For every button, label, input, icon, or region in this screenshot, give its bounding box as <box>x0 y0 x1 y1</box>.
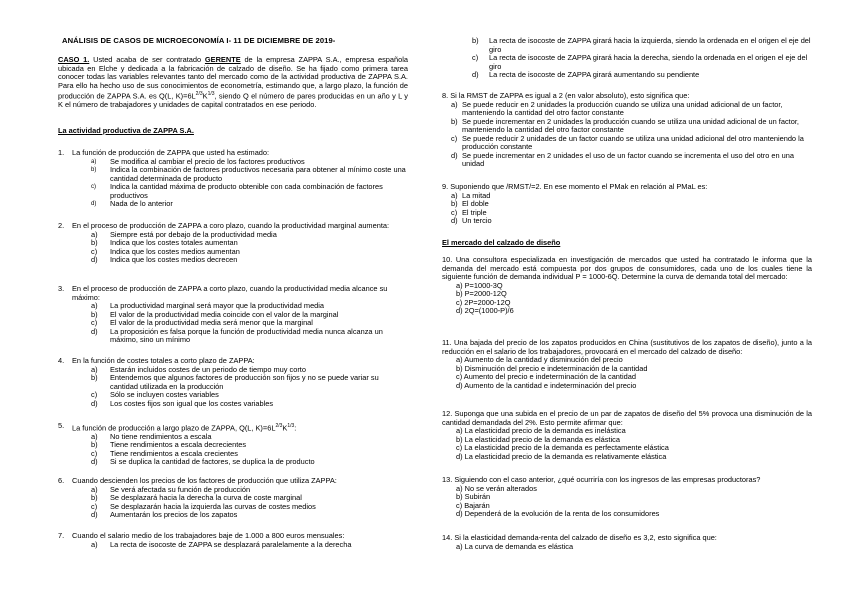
option[interactable]: d) Aumentarán los precios de los zapatos <box>91 510 238 519</box>
option[interactable]: a) La mitad <box>451 190 491 200</box>
section-heading-production: La actividad productiva de ZAPPA S.A. <box>58 126 194 135</box>
option[interactable]: d) Aumento de la cantidad e indeterminación del precio <box>456 380 637 390</box>
question-7-continued <box>442 37 812 80</box>
option[interactable]: a) Siempre está por debajo de la productividad media <box>91 229 277 239</box>
option[interactable]: b) P=2000-12Q <box>456 289 507 298</box>
question-stem: 9. Suponiendo que /RMST/=2. En ese momento el PMak en relación al PMaL es: <box>442 182 708 191</box>
intro-text-b: de la empresa ZAPPA S.A., empresa española ubicada en Elche y dedicada a la fabricación de calzado de diseño. Se ha fijado como primera tarea conocer todas las variables relevantes tanto del mercado como de la actividad productiva de ZAPPA S.A. Para ello ha hecho uso de sus conocimientos de econometría, estimando que, a largo plazo, la función de producción de ZAPPA S.A. es Q(L, K)=6L <box>58 55 408 101</box>
question-12 <box>442 410 812 461</box>
option[interactable]: a) No tiene rendimientos a escala <box>91 431 212 441</box>
option[interactable]: d) Un tercio <box>451 216 492 225</box>
option[interactable]: a) La elasticidad precio de la demanda es inelástica <box>456 426 626 435</box>
option[interactable]: c) El valor de la productividad media será menor que la marginal <box>91 318 313 327</box>
case-intro <box>58 56 408 109</box>
question-11 <box>442 339 812 390</box>
option[interactable]: d) 2Q=(1000-P)/6 <box>456 306 514 315</box>
option[interactable]: a) La productividad marginal será mayor que la productividad media <box>91 301 325 310</box>
question-10 <box>442 256 812 316</box>
intro-exp-a: 2/3 <box>195 91 203 97</box>
option[interactable]: c) Se desplazarán hacia la izquierda las curvas de costes medios <box>91 501 316 511</box>
option[interactable]: b) Disminución del precio e indeterminación de la cantidad <box>456 363 648 373</box>
option[interactable]: c) Aumento del precio e indeterminación de la cantidad <box>456 372 636 381</box>
option[interactable]: c) La elasticidad precio de la demanda es perfectamente elástica <box>456 443 669 452</box>
option[interactable]: c) Se puede reducir 2 unidades de un factor cuando se utiliza una unidad adicional del otro manteniendo la producción constante <box>451 133 804 151</box>
question-1 <box>58 149 408 209</box>
option[interactable]: a) Se modifica al cambiar el precio de los factores productivos <box>91 156 305 166</box>
option[interactable]: b) Se puede incrementar en 2 unidades la producción cuando se utiliza una unidad adicional de un factor, manteniendo la cantidad del otro factor constante <box>451 116 799 134</box>
question-stem: 8. Si la RMST de ZAPPA es igual a 2 (en valor absoluto), esto significa que: <box>442 91 690 100</box>
option[interactable]: a) La curva de demanda es elástica <box>456 541 574 551</box>
option[interactable]: d) Dependerá de la evolución de la renta de los consumidores <box>456 509 660 518</box>
intro-text-a: Usted acaba de ser contratado <box>89 55 205 64</box>
option[interactable]: b) Subirán <box>456 492 491 501</box>
option[interactable]: a) No se verán alterados <box>456 483 537 493</box>
question-stem: 12. Suponga que una subida en el precio de un par de zapatos de diseño del 5% provoca una disminución de la cantidad demandada del 2%. Esto permite afirmar que: <box>442 409 812 427</box>
question-6: 6. Cuando descienden los precios de los factores de producción que utiliza ZAPPA: a) Se verá afectada su función de producción b) Se desplazará hacia la derecha la curva de coste marginal c) Se desplazarán hacia la izquierda las curvas de costes medios d) Aumentarán los precios de los zapatos <box>58 477 408 520</box>
option[interactable]: b) El doble <box>451 199 489 208</box>
option[interactable]: d) Nada de lo anterior <box>91 199 173 208</box>
question-stem: 13. Siguiendo con el caso anterior, ¿qué ocurriría con los ingresos de las empresas productoras? <box>442 475 761 484</box>
case-label: CASO 1. <box>58 55 90 64</box>
option[interactable]: a) P=1000-3Q <box>456 280 503 290</box>
role-label: GERENTE <box>204 55 241 64</box>
option[interactable]: b) Entendemos que algunos factores de producción son fijos y no se puede variar su cantidad utilizada en la producción <box>91 373 379 391</box>
option[interactable]: d) Indica que los costes medios decrecen <box>91 255 238 264</box>
question-5: 5. La función de producción a largo plazo de ZAPPA, Q(L, $K)=6L^{2/3}K^{1/3}$: a) No tiene rendimientos a escala b) Tiene rendimientos a escala decrecientes c) Tiene rendimientos a escala crecientes d) Si se duplica la cantidad de factores, se duplica la de producto <box>58 422 408 467</box>
option[interactable]: d) La elasticidad precio de la demanda es relativamente elástica <box>456 451 667 461</box>
question-4: 4. En la función de costes totales a corto plazo de ZAPPA: a) Estarán incluidos costes de un periodo de tiempo muy corto b) Entendemos que algunos factores de producción son fijos y no se puede variar su cantidad utilizada en la producción c) Sólo se incluyen costes variables d) Los costes fijos son igual que los costes variables <box>58 357 408 408</box>
question-9 <box>442 183 812 226</box>
option[interactable]: a) Aumento de la cantidad y disminución del precio <box>456 355 623 364</box>
option[interactable]: c) Sólo se incluyen costes variables <box>91 390 219 399</box>
option[interactable]: c) Indica que los costes medios aumentan <box>91 246 240 256</box>
option[interactable]: d) La proposición es falsa porque la función de productividad media nunca alcanza un máximo, sino un mínimo <box>91 326 383 344</box>
option[interactable]: c) 2P=2000-12Q <box>456 297 511 307</box>
question-number: 1. <box>58 148 65 157</box>
option[interactable]: a) Se verá afectada su función de producción <box>91 484 251 494</box>
option[interactable]: b) La recta de isocoste de ZAPPA girará hacia la izquierda, siendo la ordenada en el origen el eje del giro <box>472 36 811 54</box>
option[interactable]: b) Tiene rendimientos a escala decrecientes <box>91 440 247 450</box>
option[interactable]: b) Indica que los costes totales aumentan <box>91 238 238 247</box>
question-3: 3. En el proceso de producción de ZAPPA a corto plazo, cuando la productividad media alcance su máximo: a) La productividad marginal será mayor que la productividad media b) El valor de la productividad media coincide con el valor de la marginal c) El valor de la productividad media será menor que la marginal d) La proposición es falsa porque la función de productividad media nunca alcanza un máximo, sino un mínimo <box>58 285 408 345</box>
question-stem: 11. Una bajada del precio de los zapatos producidos en China (sustitutivos de los zapatos de diseño), junto a la reducción en el salario de los trabajadores, provocará en el mercado del calzado de diseño: <box>442 338 812 356</box>
option[interactable]: c) El triple <box>451 207 487 217</box>
question-7: 7. Cuando el salario medio de los trabajadores baje de 1.000 a 800 euros mensuales: a) La recta de isocoste de ZAPPA se desplazará paralelamente a la derecha <box>58 532 408 549</box>
intro-text-d: , siendo Q el número de pares producidas en un año y L y K el número de trabajadores y unidades de capital contratados en ese periodo. <box>58 91 408 109</box>
document-title: ANÁLISIS DE CASOS DE MICROECONOMÍA I- 11 DE DICIEMBRE DE 2019- <box>62 36 336 45</box>
option[interactable]: a) Se puede reducir en 2 unidades la producción cuando se utiliza una unidad adicional de un factor, manteniendo la cantidad del otro factor constante <box>451 99 783 117</box>
option[interactable]: a) Estarán incluidos costes de un periodo de tiempo muy corto <box>91 364 306 374</box>
question-2: 2. En el proceso de producción de ZAPPA a coro plazo, cuando la productividad marginal aumenta: a) Siempre está por debajo de la productividad media b) Indica que los costes totales aumentan c) Indica que los costes medios aumentan d) Indica que los costes medios decrecen <box>58 222 408 265</box>
option[interactable]: c) La recta de isocoste de ZAPPA girará hacia la derecha, siendo la ordenada en el origen el eje del giro <box>472 53 808 71</box>
question-13 <box>442 476 812 519</box>
option[interactable]: d) Se puede incrementar en 2 unidades el uso de un factor cuando se incrementa el uso del otro en una unidad <box>451 150 794 168</box>
option[interactable]: b) Indica la combinación de factores productivos necesaria para obtener al mínimo coste una cantidad determinada de producto <box>91 165 406 183</box>
option[interactable]: b) El valor de la productividad media coincide con el valor de la marginal <box>91 309 339 319</box>
question-stem: La función de producción de ZAPPA que usted ha estimado: <box>72 148 270 157</box>
intro-text-c: K <box>202 91 208 101</box>
option[interactable]: c) Tiene rendimientos a escala crecientes <box>91 448 238 458</box>
option[interactable]: d) Si se duplica la cantidad de factores, se duplica la de producto <box>91 457 315 467</box>
option[interactable]: a) La recta de isocoste de ZAPPA se desplazará paralelamente a la derecha <box>91 539 352 549</box>
intro-exp-b: 1/3 <box>207 91 215 97</box>
question-8 <box>442 92 812 169</box>
option[interactable]: b) La elasticidad precio de la demanda es elástica <box>456 434 620 444</box>
option[interactable]: d) La recta de isocoste de ZAPPA girará aumentando su pendiente <box>472 70 700 79</box>
question-14 <box>442 534 812 551</box>
option[interactable]: c) Indica la cantidad máxima de producto obtenible con cada combinación de factores productivos <box>91 182 383 200</box>
option[interactable]: d) Los costes fijos son igual que los costes variables <box>91 398 274 408</box>
question-stem: 10. Una consultora especializada en investigación de mercados que usted ha contratado le informa que la demanda del mercado está compuesta por dos grupos de consumidores, cada uno de los cuales tiene la siguiente función de demanda individual P = 1000-6Q. Determine la curva de demanda total del mercado: <box>442 255 812 281</box>
section-heading-market: El mercado del calzado de diseño <box>442 238 561 247</box>
option[interactable]: c) Bajarán <box>456 500 490 510</box>
option[interactable]: b) Se desplazará hacia la derecha la curva de coste marginal <box>91 493 302 502</box>
question-stem: 14. Si la elasticidad demanda-renta del calzado de diseño es 3,2, esto significa que: <box>442 533 717 542</box>
